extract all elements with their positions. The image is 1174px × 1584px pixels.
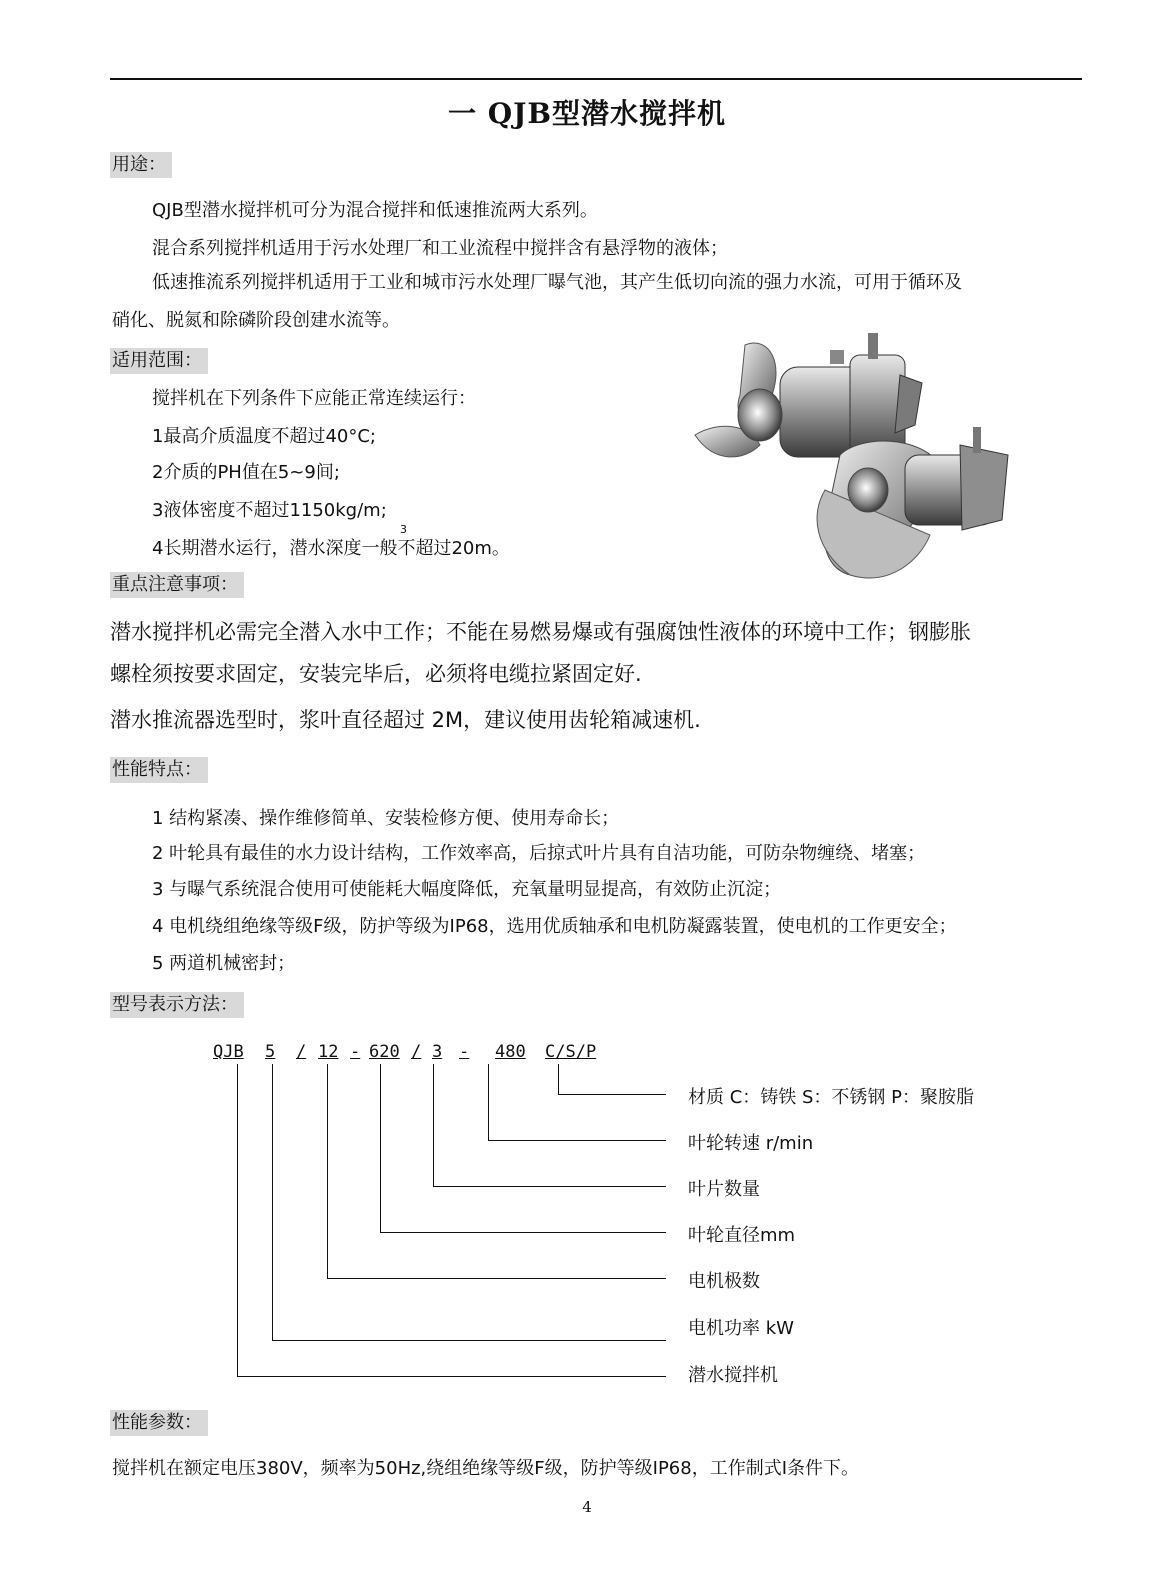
scope-line-5: 4长期潜水运行，潜水深度一般不超过20m。: [152, 538, 510, 559]
scope-line-3: 2介质的PH值在5~9间;: [152, 462, 340, 483]
model-code-dash-1: -: [350, 1042, 361, 1062]
label-speed: 叶轮转速 r/min: [688, 1133, 814, 1154]
label-power: 电机功率 kW: [688, 1318, 794, 1339]
scope-line-1: 搅拌机在下列条件下应能正常连续运行：: [152, 388, 476, 409]
connector-speed: [488, 1064, 489, 1140]
model-code-material: C/S/P: [545, 1042, 597, 1062]
usage-line-3: 低速推流系列搅拌机适用于工业和城市污水处理厂曝气池，其产生低切向流的强力水流，可用于循环及: [152, 272, 962, 293]
connector-qjb-h: [237, 1376, 666, 1377]
notes-line-3: 潜水推流器选型时，浆叶直径超过 2M，建议使用齿轮箱减速机.: [110, 708, 701, 732]
scope-superscript: 3: [400, 523, 407, 536]
section-heading-model: 型号表示方法：: [110, 992, 244, 1018]
connector-blades-h: [433, 1186, 666, 1187]
model-code-speed: 480: [495, 1042, 526, 1062]
connector-speed-h: [488, 1140, 666, 1141]
connector-poles: [327, 1064, 328, 1278]
connector-material-h: [558, 1094, 666, 1095]
connector-power: [272, 1064, 273, 1340]
usage-line-1: QJB型潜水搅拌机可分为混合搅拌和低速推流两大系列。: [152, 200, 598, 221]
features-line-2: 2 叶轮具有最佳的水力设计结构，工作效率高，后掠式叶片具有自洁功能，可防杂物缠绕、堵塞；: [152, 843, 926, 864]
model-code-slash-1: /: [296, 1042, 307, 1062]
section-heading-usage: 用途：: [110, 152, 172, 178]
section-heading-notes: 重点注意事项：: [110, 572, 244, 598]
model-code-blades: 3: [432, 1042, 443, 1062]
scope-line-2: 1最高介质温度不超过40°C;: [152, 426, 376, 447]
notes-line-1: 潜水搅拌机必需完全潜入水中工作；不能在易燃易爆或有强腐蚀性液体的环境中工作；钢膨胀: [110, 620, 971, 644]
label-blades: 叶片数量: [688, 1179, 760, 1200]
features-line-4: 4 电机绕组绝缘等级F级，防护等级为IP68，选用优质轴承和电机防凝露装置，使电机的工作更安全；: [152, 916, 957, 937]
page-number: 4: [582, 1498, 592, 1516]
connector-blades: [433, 1064, 434, 1186]
model-code-poles: 12: [318, 1042, 339, 1062]
features-line-1: 1 结构紧凑、操作维修简单、安装检修方便、使用寿命长；: [152, 808, 620, 829]
section-heading-scope: 适用范围：: [110, 348, 208, 374]
label-material: 材质 C：铸铁 S：不锈钢 P：聚胺脂: [688, 1087, 975, 1108]
model-code-qjb: QJB: [213, 1042, 244, 1062]
features-line-5: 5 两道机械密封；: [152, 953, 296, 974]
section-heading-features: 性能特点：: [110, 757, 208, 783]
page-title: 一 QJB型潜水搅拌机: [447, 97, 727, 130]
model-code-dash-2: -: [459, 1042, 470, 1062]
model-code-diameter: 620: [369, 1042, 400, 1062]
notes-line-2: 螺栓须按要求固定，安装完毕后，必须将电缆拉紧固定好.: [110, 662, 642, 686]
usage-line-4: 硝化、脱氮和除磷阶段创建水流等。: [112, 310, 400, 331]
submersible-mixer-image: [690, 325, 1020, 587]
model-code-power: 5: [265, 1042, 276, 1062]
scope-line-4: 3液体密度不超过1150kg/m;: [152, 500, 387, 521]
label-diameter: 叶轮直径mm: [688, 1225, 796, 1246]
label-poles: 电机极数: [688, 1271, 760, 1292]
connector-qjb: [237, 1064, 238, 1376]
connector-power-h: [272, 1340, 666, 1341]
connector-diameter: [380, 1064, 381, 1232]
connector-poles-h: [327, 1278, 666, 1279]
features-line-3: 3 与曝气系统混合使用可使能耗大幅度降低，充氧量明显提高，有效防止沉淀；: [152, 879, 782, 900]
model-code-slash-2: /: [411, 1042, 422, 1062]
connector-diameter-h: [380, 1232, 666, 1233]
usage-line-2: 混合系列搅拌机适用于污水处理厂和工业流程中搅拌含有悬浮物的液体；: [152, 238, 728, 259]
performance-text: 搅拌机在额定电压380V，频率为50Hz,绕组绝缘等级F级，防护等级IP68，工作制式Ⅰ条件下。: [112, 1458, 860, 1479]
connector-material: [558, 1064, 559, 1094]
header-rule: [110, 78, 1082, 80]
section-heading-performance: 性能参数：: [110, 1410, 208, 1436]
label-mixer: 潜水搅拌机: [688, 1365, 778, 1386]
